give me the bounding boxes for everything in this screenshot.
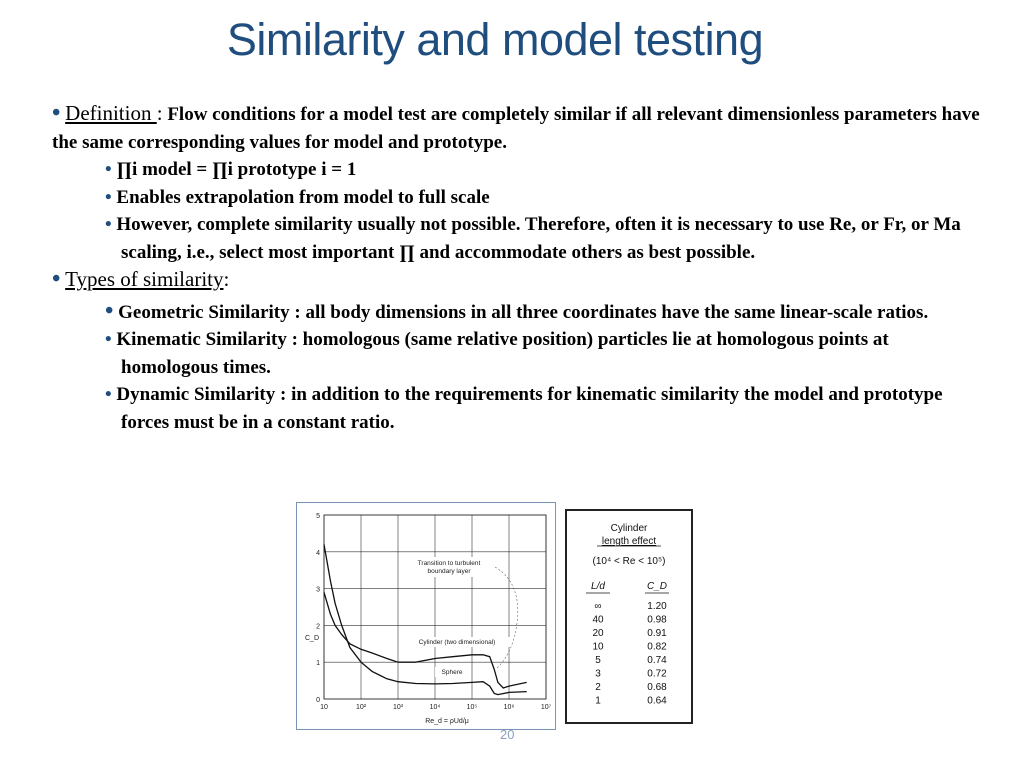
sub-bullet-geometric <box>105 299 982 327</box>
table-cell-ld: 40 <box>592 614 604 626</box>
table-condition: (10⁴ < Re < 10⁵) <box>592 556 666 567</box>
bullet-dot-icon: • <box>105 329 112 350</box>
annotation-transition: boundary layer <box>427 568 471 575</box>
table-cell-cd: 0.74 <box>647 655 667 666</box>
cylinder-length-table <box>567 511 691 722</box>
table-cell-ld: 20 <box>592 628 604 639</box>
y-tick-label: 4 <box>316 549 320 557</box>
y-tick-label: 1 <box>316 660 320 668</box>
sub-bullet-text: Kinematic Similarity : homologous (same relative position) particles lie at homologous points at homologous times. <box>116 329 889 378</box>
x-tick-label: 10⁴ <box>429 704 441 711</box>
types-bullet <box>52 266 982 295</box>
x-tick-label: 10⁵ <box>466 704 478 711</box>
y-axis-label: C_D <box>305 635 320 643</box>
table-cell-ld: 5 <box>595 655 601 666</box>
types-heading: Types of similarity <box>65 267 224 291</box>
table-cell-cd: 0.64 <box>647 695 667 707</box>
slide-title: Similarity and model testing <box>226 14 764 65</box>
y-tick-label: 5 <box>316 513 320 520</box>
table-column-header: C_D <box>646 581 668 592</box>
x-tick-label: 10² <box>355 704 367 711</box>
bullet-dot-icon: • <box>52 100 61 126</box>
y-tick-label: 2 <box>316 623 320 631</box>
sub-bullet-text: Enables extrapolation from model to full scale <box>116 186 490 208</box>
sub-bullet-pi <box>105 156 982 184</box>
x-tick-label: 10 <box>320 704 328 711</box>
x-tick-label: 10⁶ <box>503 704 515 711</box>
table-cell-cd: 0.98 <box>647 614 667 626</box>
sub-bullet-text: However, complete similarity usually not possible. Therefore, often it is necessary to use Re, or Fr, or Ma scaling, i.e., select most important ∏ and accommodate others as best possible. <box>116 214 961 263</box>
x-tick-label: 10³ <box>392 704 404 711</box>
bullet-dot-icon: • <box>105 384 112 405</box>
table-cell-ld: 1 <box>595 695 601 707</box>
annotation-arrow <box>495 567 518 668</box>
table-cell-cd: 0.82 <box>647 641 667 653</box>
table-title: Cylinder <box>610 523 648 534</box>
bullet-dot-icon: • <box>105 214 112 235</box>
page-number: 20 <box>500 727 515 742</box>
table-column-header: L/d <box>591 581 605 592</box>
table-cell-cd: 1.20 <box>647 601 667 612</box>
y-tick-label: 0 <box>316 697 320 704</box>
drag-coefficient-figure <box>296 502 556 730</box>
bullet-dot-icon: • <box>105 297 114 324</box>
sub-bullet-extrapolation <box>105 184 982 212</box>
table-cell-ld: 2 <box>595 682 601 693</box>
x-axis-label: Re_d = ρUd/μ <box>425 718 469 725</box>
bullet-dot-icon: • <box>105 159 112 180</box>
bullet-dot-icon: • <box>105 186 112 208</box>
definition-bullet <box>52 100 982 156</box>
drag-coefficient-chart <box>297 503 555 729</box>
sub-bullet-dynamic <box>105 381 982 436</box>
annotation-transition: Transition to turbulent <box>417 560 481 567</box>
sub-bullet-text: Geometric Similarity : all body dimensions in all three coordinates have the same linear-scale ratios. <box>118 301 929 323</box>
cylinder-length-table-figure <box>565 509 693 724</box>
table-subtitle: length effect <box>601 536 657 547</box>
annotation-cylinder: Cylinder (two dimensional) <box>418 639 496 646</box>
table-cell-cd: 0.68 <box>647 682 667 693</box>
y-tick-label: 3 <box>316 586 320 594</box>
table-cell-ld: ∞ <box>594 601 602 612</box>
sub-bullet-kinematic <box>105 326 982 381</box>
table-cell-ld: 3 <box>595 668 601 680</box>
x-tick-label: 10⁷ <box>540 704 552 711</box>
definition-heading: Definition <box>65 101 157 125</box>
bullet-dot-icon: • <box>52 266 61 292</box>
table-cell-ld: 10 <box>592 641 604 653</box>
bullet-list <box>52 100 982 436</box>
table-cell-cd: 0.91 <box>647 628 667 639</box>
sub-bullet-text: ∏i model = ∏i prototype i = 1 <box>116 159 357 180</box>
types-colon: : <box>223 267 230 291</box>
definition-colon: : <box>156 101 163 125</box>
sub-bullet-however <box>105 211 982 266</box>
annotation-sphere: Sphere <box>441 669 463 676</box>
table-cell-cd: 0.72 <box>647 668 667 680</box>
definition-text: Flow conditions for a model test are completely similar if all relevant dimensionless parameters have the same corresponding values for model and prototype. <box>52 104 980 153</box>
sub-bullet-text: Dynamic Similarity : in addition to the requirements for kinematic similarity the model and prototype forces must be in a constant ratio. <box>116 384 943 433</box>
